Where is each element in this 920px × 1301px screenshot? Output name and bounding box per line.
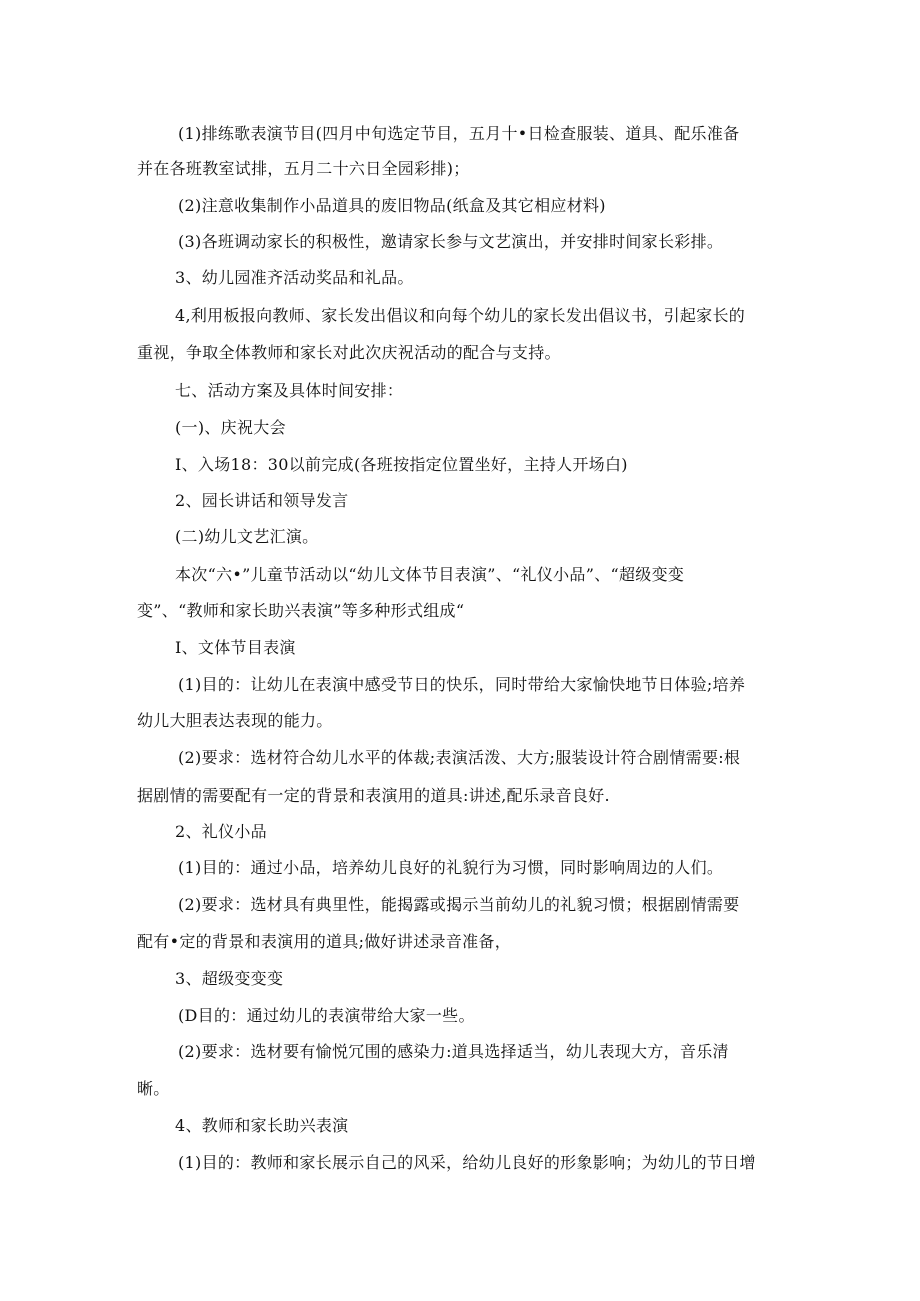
text-line: 晰。 [137, 1079, 170, 1098]
text-line: (1)排练歌表演节目(四月中旬选定节目，五月十•日检查服装、道具、配乐准备 [178, 124, 740, 143]
subsection-heading: (一)、庆祝大会 [175, 418, 286, 437]
text-line: (1)目的：通过小品，培养幼儿良好的礼貌行为习惯，同时影响周边的人们。 [178, 858, 724, 877]
text-line: 3、幼儿园准齐活动奖品和礼品。 [175, 268, 414, 287]
text-line: (2)要求：选材要有愉悦冗围的感染力:道具选择适当，幼儿表现大方，音乐清 [178, 1042, 729, 1061]
text-line: 本次“六•”儿童节活动以“幼儿文体节目表演”、“礼仪小品”、“超级变变 [175, 565, 685, 584]
text-line: 幼儿大胆表达表现的能力。 [137, 711, 333, 730]
text-line: (2)注意收集制作小品道具的废旧物品(纸盒及其它相应材料) [178, 196, 606, 215]
text-line: (1)目的：让幼儿在表演中感受节日的快乐，同时带给大家愉快地节日体验;培养 [178, 675, 746, 694]
text-line: (D目的：通过幼儿的表演带给大家一些。 [178, 1006, 475, 1025]
text-line: I、入场18：30以前完成(各班按指定位置坐好，主持人开场白) [175, 455, 628, 474]
text-line: 2、园长讲话和领导发言 [175, 491, 349, 510]
text-line: (2)要求：选材具有典里性，能揭露或揭示当前幼儿的礼貌习惯；根据剧情需要 [178, 895, 740, 914]
item-heading: 4、教师和家长助兴表演 [175, 1116, 349, 1135]
text-line: (3)各班调动家长的积极性，邀请家长参与文艺演出，并安排时间家长彩排。 [178, 232, 724, 251]
item-heading: I、文体节目表演 [175, 638, 296, 657]
item-heading: 3、超级变变变 [175, 969, 284, 988]
text-line: 变”、“教师和家长助兴表演”等多种形式组成“ [137, 601, 465, 620]
text-line: 据剧情的需要配有一定的背景和表演用的道具:讲述,配乐录音良好. [137, 786, 610, 805]
text-line: 并在各班教室试排，五月二十六日全园彩排)； [137, 159, 470, 178]
text-line: (2)要求：选材符合幼儿水平的体裁;表演活泼、大方;服装设计符合剧情需要:根 [178, 748, 741, 767]
item-heading: 2、礼仪小品 [175, 822, 267, 841]
text-line: 4,利用板报向教师、家长发出倡议和向每个幼儿的家长发出倡议书，引起家长的 [175, 306, 746, 325]
text-line: (1)目的：教师和家长展示自己的风采，给幼儿良好的形象影响；为幼儿的节日增 [178, 1153, 756, 1172]
section-heading: 七、活动方案及具体时间安排： [175, 381, 404, 400]
text-line: 重视，争取全体教师和家长对此次庆祝活动的配合与支持。 [137, 343, 561, 362]
text-line: 配有•定的背景和表演用的道具;做好讲述录音准备， [137, 932, 512, 951]
subsection-heading: (二)幼儿文艺汇演。 [175, 527, 319, 546]
